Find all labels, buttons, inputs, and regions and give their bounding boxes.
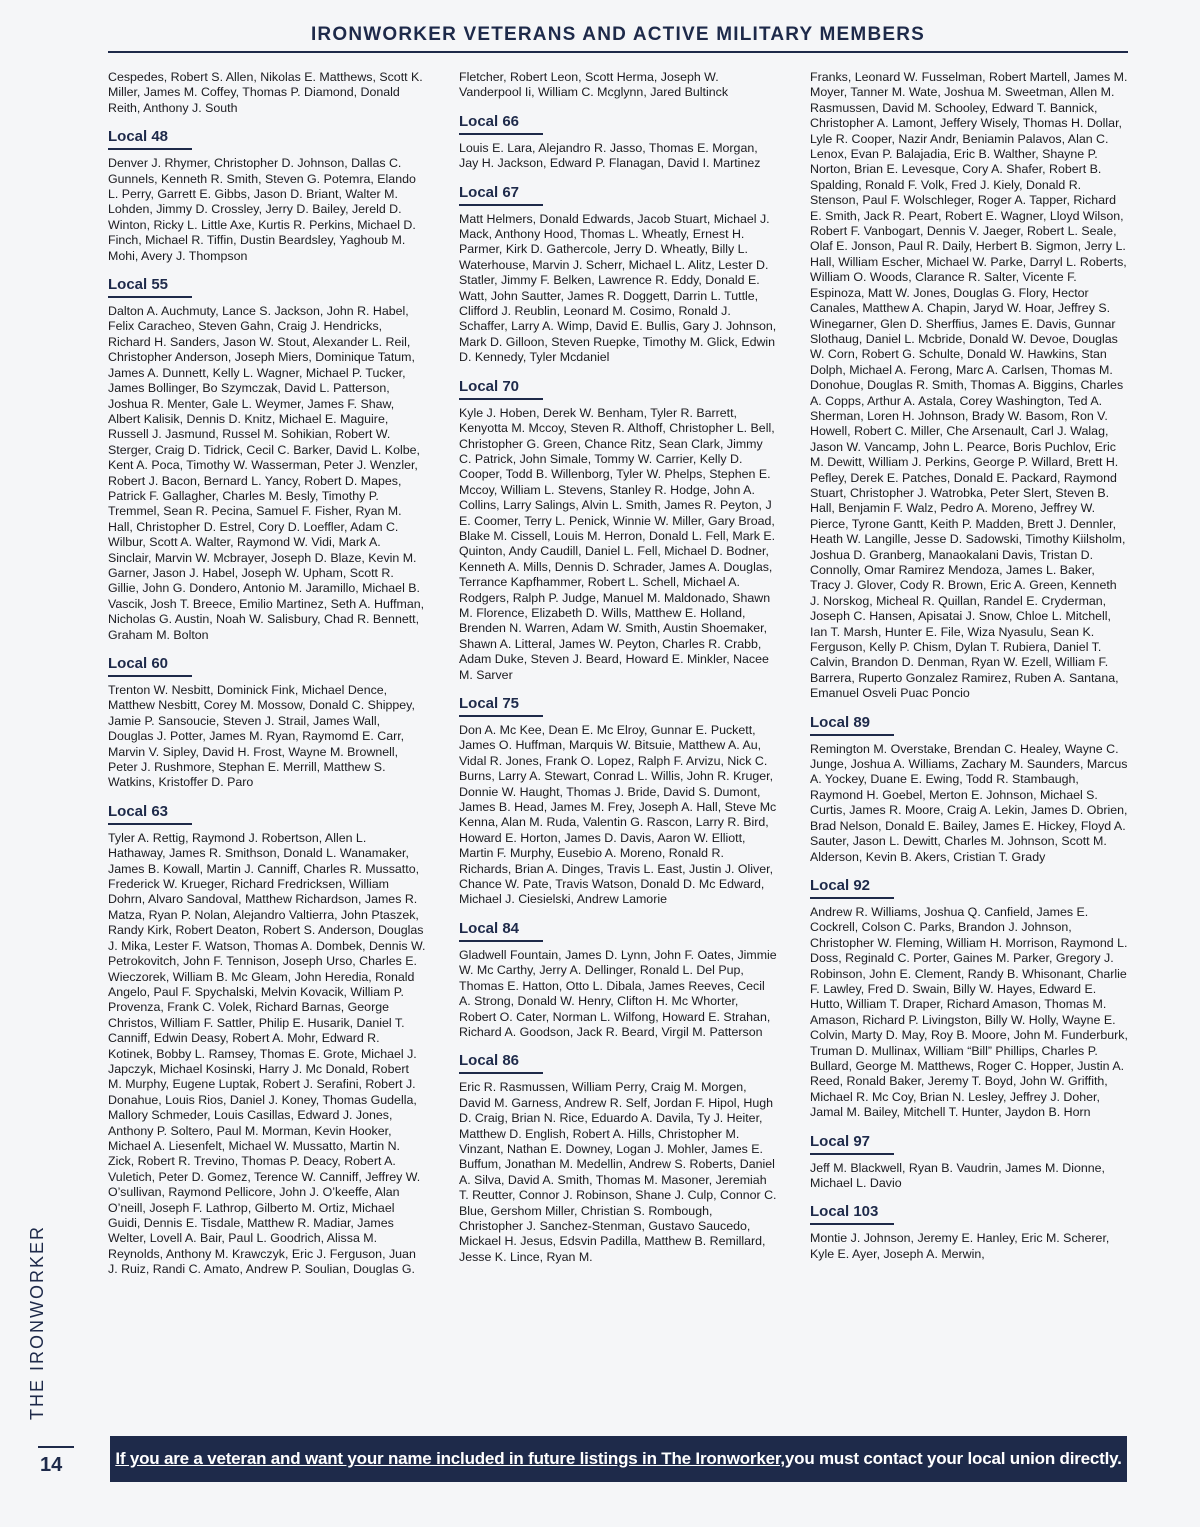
local-names-92: Andrew R. Williams, Joshua Q. Canfield, James E. Cockrell, Colson C. Parks, Brandon J. Johnson, Christopher W. Fleming, William H. Morrison, Raymond L. Doss, Reginald C. Porter, Gaines M. Parker, Gregory J. Robinson, John E. Clement, Randy B. Whisonant, Charlie F. Lawley, Fred D. Swain, Billy W. Hayes, Edward E. Hutto, William T. Draper, Richard Amason, Thomas M. Amason, Richard P. Livingston, Billy W. Holly, Wayne E. Colvin, Marty D. May, Roy B. Moore, John M. Funderburk, Truman D. Mullinax, William “Bill” Phillips, Charles P. Bullard, George M. Matthews, Roger C. Hopper, Justin A. Reed, Ronald Baker, Jeremy T. Boyd, John W. Griffith, Michael R. Mc Coy, Brian N. Lesley, Jeffrey J. Doher, Jamal M. Bailey, Mitchell T. Hunter, Jaydon B. Horn xyxy=(810,904,1128,1120)
local-names-67: Matt Helmers, Donald Edwards, Jacob Stuart, Michael J. Mack, Anthony Hood, Thomas L. Wheatly, Ernest H. Parmer, Kirk D. Gathercole, Jerry D. Wheatly, Billy L. Waterhouse, Marvin J. Scherr, Michael L. Alitz, Lester D. Statler, Jimmy F. Belken, Lawrence R. Eddy, Donald E. Watt, John Sautter, James R. Doggett, Darrin L. Tuttle, Clifford J. Reublin, Leonard M. Cosimo, Ronald J. Schaffer, Larry A. Wimp, David E. Bullis, Gary J. Johnson, Mark D. Gilloon, Steven Ruepke, Timothy M. Glick, Edwin D. Kennedy, Tyler Mcdaniel xyxy=(459,211,777,365)
local-heading-75: Local 75 xyxy=(459,695,543,717)
local-names-97: Jeff M. Blackwell, Ryan B. Vaudrin, James M. Dionne, Michael L. Davio xyxy=(810,1160,1105,1190)
local-names-48: Denver J. Rhymer, Christopher D. Johnson, Dallas C. Gunnels, Kenneth R. Smith, Steven G. Potemra, Elando L. Perry, Garrett E. Gibbs, Jason D. Briant, Walter M. Lohden, Jimmy D. Crossley, Jerry D. Bailey, Jereld D. Winton, Ricky L. Little Axe, Kurtis R. Perkins, Michael D. Finch, Michael R. Tiffin, Dustin Beardsley, Yaghoub M. Mohi, Avery J. Thompson xyxy=(108,156,416,263)
local-heading-86: Local 86 xyxy=(459,1052,543,1074)
header-divider xyxy=(108,51,1128,53)
local-heading-84: Local 84 xyxy=(459,920,543,942)
local-names-60: Trenton W. Nesbitt, Dominick Fink, Michael Dence, Matthew Nesbitt, Corey M. Mossow, Donald C. Shippey, Jamie P. Sansoucie, Steven J. Strail, James Wall, Douglas J. Potter, James M. Ryan, Raymomd E. Carr, Marvin V. Sipley, David H. Frost, Wayne M. Brownell, Peter J. Rushmore, Stephan E. Merrill, Matthew S. Watkins, Kristoffer D. Paro xyxy=(108,683,415,790)
local-section-86 xyxy=(459,1052,777,1265)
local-heading-70: Local 70 xyxy=(459,378,543,400)
local-section-75 xyxy=(459,695,777,908)
page-number: 14 xyxy=(40,1454,63,1476)
contact-banner xyxy=(110,1436,1127,1482)
local-names-66: Louis E. Lara, Alejandro R. Jasso, Thomas E. Morgan, Jay H. Jackson, Edward P. Flanagan, David I. Martinez xyxy=(459,140,761,171)
name-columns xyxy=(108,70,1128,1415)
magazine-side-label: THE IRONWORKER xyxy=(27,1224,47,1420)
local-section-92 xyxy=(810,877,1128,1121)
local-section-97 xyxy=(810,1133,1128,1192)
local-names-86: Eric R. Rasmussen, William Perry, Craig M. Morgen, David M. Garness, Andrew R. Self, Jordan F. Hipol, Hugh D. Craig, Brian N. Rice, Eduardo A. Davila, Ty J. Heiter, Matthew D. English, Robert A. Hills, Christopher M. Vinzant, Nathan E. Downey, Logan J. Mohler, James E. Buffum, Jonathan M. Medellin, Andrew S. Roberts, Daniel A. Silva, David A. Smith, Thomas M. Masoner, Jeremiah T. Reutter, Connor J. Robinson, Shane J. Culp, Connor C. Blue, Gershom Miller, Christian S. Rombough, Christopher J. Sanchez-Stenman, Gustavo Saucedo, Mickael H. Jesus, Edsvin Padilla, Matthew B. Remillard, Jesse K. Lince, Ryan M. xyxy=(459,1080,777,1264)
column-3 xyxy=(810,70,1128,1415)
local-section-103 xyxy=(810,1203,1128,1262)
local-heading-60: Local 60 xyxy=(108,655,192,677)
local-names-75: Don A. Mc Kee, Dean E. Mc Elroy, Gunnar E. Puckett, James O. Huffman, Marquis W. Bitsuie, Matthew A. Au, Vidal R. Jones, Frank O. Lopez, Ralph F. Arvizu, Nick C. Burns, Larry A. Stewart, Conrad L. Willis, John R. Kruger, Donnie W. Haught, Thomas J. Bride, David S. Dumont, James B. Head, James M. Frey, Joseph A. Hall, Steve Mc Kenna, Alan M. Ruda, Valentin G. Rascon, Larry R. Bird, Howard E. Horton, James D. Davis, Aaron W. Elliott, Martin F. Murphy, Eusebio A. Moreno, Ronald R. Richards, Brian A. Dinges, Travis L. East, Justin J. Oliver, Chance W. Pate, Travis Watson, Donald D. Mc Edward, Michael J. Ciesielski, Andrew Lamorie xyxy=(459,723,777,907)
local-heading-55: Local 55 xyxy=(108,276,192,298)
local-heading-63: Local 63 xyxy=(108,803,192,825)
banner-underlined-text: If you are a veteran and want your name included in future listings in The Ironworker, xyxy=(115,1449,785,1468)
page-header-title: IRONWORKER VETERANS AND ACTIVE MILITARY MEMBERS xyxy=(310,24,926,45)
local-names-63: Tyler A. Rettig, Raymond J. Robertson, Allen L. Hathaway, James R. Smithson, Donald L. Wanamaker, James B. Kowall, Martin J. Canniff, Charles R. Mussatto, Frederick W. Krueger, Richard Fredricksen, William Dohrn, Alvaro Sandoval, Matthew Richardson, James R. Matza, Ryan P. Nolan, Alejandro Valtierra, John Ptaszek, Randy Kirk, Robert Deaton, Robert S. Anderson, Douglas J. Mika, Lester F. Watson, Thomas A. Dombek, Dennis W. Petrokovitch, John F. Tennison, Joseph Urso, Charles E. Wieczorek, William B. Mc Gleam, John Heredia, Ronald Angelo, Paul F. Spychalski, Melvin Kovacik, William P. Provenza, Frank C. Volek, Richard Barnas, George Christos, William F. Sattler, Philip E. Husarik, Daniel T. Canniff, Edwin Deasy, Robert A. Mohr, Edward R. Kotinek, Bobby L. Ramsey, Thomas E. Grote, Michael J. Japczyk, Michael Kosinski, Harry J. Mc Donald, Robert M. Murphy, Eugene Luptak, Robert J. Serafini, Robert J. Donahue, Louis Rios, Daniel J. Koney, Thomas Gudella, Mallory Schmeder, Louis Casillas, Edward J. Jones, Anthony P. Soltero, Paul M. Morman, Kevin Hooker, Michael A. Liesenfelt, Michael W. Mussatto, Martin N. Zick, Robert R. Trevino, Thomas P. Deacy, Robert A. Vuletich, Peter D. Gomez, Terence W. Canniff, Jeffrey W. O’sullivan, Raymond Pellicore, John J. O’keeffe, Alan O’neill, Joseph F. Lathrop, Gilberto M. Ortiz, Michael Guidi, Dennis E. Tisdale, Matthew R. Madiar, James Welter, Lovell A. Bair, Paul L. Goodrich, Alissa M. Reynolds, Anthony M. Krawczyk, Eric J. Ferguson, Juan J. Ruiz, Randi C. Amato, Andrew P. Soulian, Douglas G. xyxy=(108,830,426,1277)
local-heading-66: Local 66 xyxy=(459,113,543,135)
local-section-63 xyxy=(108,803,426,1278)
local-names-84: Gladwell Fountain, James D. Lynn, John F. Oates, Jimmie W. Mc Carthy, Jerry A. Dellinger, Ronald L. Del Pup, Thomas E. Hatton, Otto L. Dibala, James Reeves, Cecil A. Strong, Donald W. Henry, Clifton H. Mc Whorter, Robert O. Cater, Norman L. Wilfong, Howard E. Strahan, Richard A. Goodson, Jack R. Beard, Virgil M. Patterson xyxy=(459,947,777,1039)
column-3-intro: Franks, Leonard W. Fusselman, Robert Martell, James M. Moyer, Tanner M. Wate, Joshua M. Sweetman, Allen M. Rasmussen, David M. Schooley, Edward T. Bannick, Christopher A. Lamont, Jeffery Wisely, Thomas H. Dollar, Lyle R. Cooper, Nazir Andr, Beniamin Palavos, Alan C. Lenox, Evan P. Balajadia, Eric B. Walther, Shayne P. Norton, Brian E. Levesque, Cory A. Shafer, Robert B. Spalding, Ronald F. Volk, Fred J. Kiely, Donald R. Stenson, Paul F. Wolschleger, Roger A. Tapper, Richard E. Smith, Jack R. Peart, Robert E. Wagner, Lloyd Wilson, Robert F. Vanbogart, Dennis V. Jaeger, Robert L. Seale, Olaf E. Jonson, Paul R. Daily, Herbert B. Sigmon, Jerry L. Hall, William Escher, Michael W. Parke, Darryl L. Roberts, William O. Woods, Clarance R. Salter, Vicente F. Espinoza, Matt W. Jones, Douglas G. Flory, Hector Canales, Matthew A. Chapin, Jaryd W. Hoar, Jeffrey S. Winegarner, Glen D. Sherffius, James E. Davis, Gunnar Slothaug, Daniel L. Mcbride, Donald W. Devoe, Douglas W. Corn, Robert G. Schulte, Donald W. Hawkins, Stan Dolph, Michael A. Ferong, Marc A. Carlsen, Thomas M. Donohue, Douglas R. Smith, Thomas A. Biggins, Charles A. Copps, Arthur A. Astala, Corey Washington, Ted A. Sherman, Loren H. Johnson, Brady W. Basom, Ron V. Howell, Robert C. Miller, Che Arsenault, Carl J. Walag, Jason W. Vancamp, John L. Pearce, Boris Puchlov, Eric M. Dewitt, William J. Perkins, George P. Willard, Brett H. Pefley, Derek E. Patches, Donald E. Packard, Raymond Stuart, Christopher J. Watrobka, Peter Slert, Steven B. Hall, Benjamin F. Walz, Pedro A. Moreno, Jeffrey W. Pierce, Tyrone Gantt, Keith P. Madden, Brett J. Dennler, Heath W. Langille, Jesse D. Sadowski, Timothy Kiilsholm, Joshua D. Granberg, Manaokalani Davis, Tristan D. Connolly, Omar Ramirez Mendoza, James L. Baker, Tracy J. Glover, Cody R. Brown, Eric A. Green, Kenneth J. Norskog, Micheal R. Quillan, Randel E. Cryderman, Joseph C. Hansen, Apisatai J. Snow, Chloe L. Mitchell, Ian T. Marsh, Hunter E. File, Wiza Nyasulu, Sean K. Ferguson, Kelly P. Chism, Dylan T. Rubiera, Daniel T. Calvin, Brandon D. Denman, Ryan W. Ezell, William F. Barrera, Ruperto Gonzalez Ramirez, Ruben A. Santana, Emanuel Osveli Puac Poncio xyxy=(810,70,1128,701)
local-heading-103: Local 103 xyxy=(810,1203,894,1225)
local-names-89: Remington M. Overstake, Brendan C. Healey, Wayne C. Junge, Joshua A. Williams, Zachary M. Saunders, Marcus A. Yockey, Duane E. Ewing, Todd R. Stambaugh, Raymond H. Goebel, Merton E. Johnson, Michael S. Curtis, James R. Moore, Craig A. Lekin, James D. Obrien, Brad Nelson, Donald E. Bailey, James E. Hickey, Floyd A. Sauter, Jason L. Dewitt, Charles M. Johnson, Scott M. Alderson, Kevin B. Akers, Cristian T. Grady xyxy=(810,741,1128,864)
column-1 xyxy=(108,70,426,1415)
column-2 xyxy=(459,70,777,1415)
page-number-rule xyxy=(38,1446,74,1448)
local-section-89 xyxy=(810,714,1128,865)
local-section-70 xyxy=(459,378,777,683)
local-names-103: Montie J. Johnson, Jeremy E. Hanley, Eric M. Scherer, Kyle E. Ayer, Joseph A. Merwin, xyxy=(810,1231,1110,1261)
local-heading-92: Local 92 xyxy=(810,877,894,899)
local-heading-89: Local 89 xyxy=(810,714,894,736)
local-section-48 xyxy=(108,128,426,264)
local-heading-67: Local 67 xyxy=(459,184,543,206)
local-section-67 xyxy=(459,184,777,366)
local-section-66 xyxy=(459,113,777,172)
local-names-70: Kyle J. Hoben, Derek W. Benham, Tyler R. Barrett, Kenyotta M. Mccoy, Steven R. Althoff, Christopher L. Bell, Christopher G. Green, Chance Ritz, Sean Clark, Jimmy C. Patrick, John Simale, Tommy W. Carrier, Kelly D. Cooper, Todd B. Willenborg, Tyler W. Phelps, Stephen E. Mccoy, William L. Stevens, Stanley R. Hodge, John A. Collins, Larry Salings, Alvin L. Smith, James R. Peyton, J E. Coomer, Terry L. Penick, Winnie W. Miller, Gary Broad, Blake M. Cissell, Louis M. Herron, Donald L. Fell, Mark E. Quinton, Andy Caudill, Daniel L. Fell, Michael D. Bodner, Kenneth A. Mills, Dennis D. Schrader, James A. Douglas, Terrance Kapfhammer, Robert L. Schell, Michael A. Rodgers, Ralph P. Judge, Manuel M. Maldonado, Shawn M. Florence, Elizabeth D. Wills, Matthew E. Holland, Brenden N. Warren, Adam W. Smith, Austin Shoemaker, Shawn A. Litteral, James W. Peyton, Charles R. Crabb, Adam Duke, Steven J. Beard, Howard E. Minkler, Nacee M. Sarver xyxy=(459,405,776,682)
local-section-84 xyxy=(459,920,777,1040)
local-names-55: Dalton A. Auchmuty, Lance S. Jackson, John R. Habel, Felix Caracheo, Steven Gahn, Craig J. Hendricks, Richard H. Sanders, Jason W. Stout, Alexander L. Reil, Christopher Anderson, Joseph Miers, Dominique Tatum, James A. Dunnett, Kelly L. Wagner, Michael P. Tucker, James Bollinger, Bo Szymczak, David L. Patterson, Joshua R. Menter, Gale L. Weymer, James F. Shaw, Albert Kalisik, Dennis D. Knitz, Michael E. Maguire, Russell J. Jasmund, Russel M. Sohikian, Robert W. Sterger, Craig D. Tidrick, Cecil C. Barker, David L. Kolbe, Kent A. Poca, Timothy W. Wasserman, Peter J. Wenzler, Robert J. Bacon, Bernard L. Yancy, Robert D. Mapes, Patrick F. Gallagher, Charles M. Besly, Timothy P. Tremmel, Sean R. Pecina, Samuel F. Fisher, Ryan M. Hall, Christopher D. Estrel, Cory D. Loeffler, Adam C. Wilbur, Scott A. Walter, Raymond W. Vidi, Mark A. Sinclair, Marvin W. Mcbrayer, Joseph D. Blaze, Kevin M. Garner, Jason J. Habel, Joseph W. Upham, Scott R. Gillie, John G. Dondero, Antonio M. Jaramillo, Michael B. Vascik, Josh T. Breece, Emilio Martinez, Seth A. Huffman, Nicholas G. Austin, Noah W. Salisbury, Chad R. Bennett, Graham M. Bolton xyxy=(108,304,425,642)
local-heading-97: Local 97 xyxy=(810,1133,894,1155)
banner-rest-text: you must contact your local union directly. xyxy=(784,1449,1122,1468)
column-1-intro: Cespedes, Robert S. Allen, Nikolas E. Matthews, Scott K. Miller, James M. Coffey, Thomas P. Diamond, Donald Reith, Anthony J. South xyxy=(108,70,423,115)
local-section-55 xyxy=(108,276,426,643)
local-section-60 xyxy=(108,655,426,791)
local-heading-48: Local 48 xyxy=(108,128,192,150)
column-2-intro: Fletcher, Robert Leon, Scott Herma, Joseph W. Vanderpool Ii, William C. Mcglynn, Jared Bultinck xyxy=(459,70,729,100)
